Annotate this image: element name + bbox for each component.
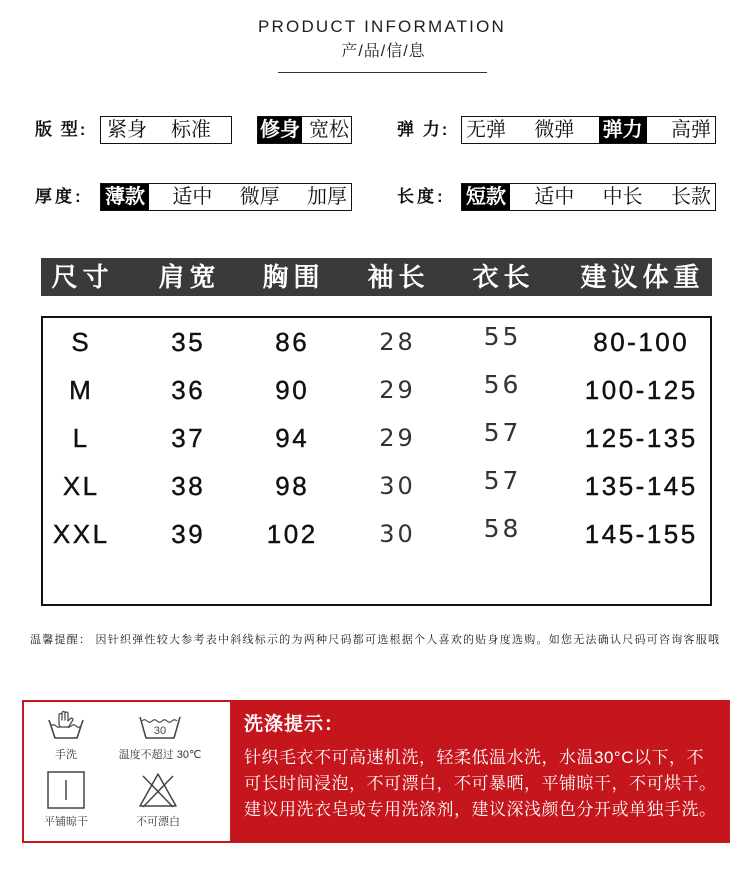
wash-30-icon bbox=[138, 710, 182, 740]
thickness-option-thick: 加厚 bbox=[306, 186, 347, 208]
cell-shoulder: 35 bbox=[171, 327, 206, 357]
length-option-short: 短款 bbox=[462, 184, 510, 210]
cell-shoulder: 38 bbox=[171, 471, 206, 501]
fit-option-loose: 宽松 bbox=[309, 119, 349, 141]
fit-options-group-b bbox=[257, 116, 352, 144]
care-text-line: 针织毛衣不可高速机洗，轻柔低温水洗，水温30°C以下，不 bbox=[244, 748, 704, 767]
cell-length: 58 bbox=[483, 514, 522, 543]
care-item-no-bleach bbox=[116, 771, 200, 829]
length-option-long: 长款 bbox=[670, 186, 711, 208]
title-divider bbox=[278, 72, 487, 73]
header-length: 衣长 bbox=[472, 262, 535, 292]
hand-wash-icon bbox=[46, 710, 86, 740]
cell-size: S bbox=[71, 327, 92, 357]
cell-size: XL bbox=[62, 471, 100, 501]
fit-option-slim: 修身 bbox=[260, 119, 300, 141]
table-row bbox=[41, 318, 710, 366]
thickness-label: 厚度: bbox=[35, 187, 84, 206]
cell-size: XXL bbox=[52, 519, 110, 549]
care-label-temperature: 温度不超过 30℃ bbox=[118, 749, 202, 761]
size-table-header bbox=[41, 258, 712, 296]
cell-shoulder: 39 bbox=[171, 519, 206, 549]
cell-weight: 125-135 bbox=[584, 423, 698, 453]
do-not-bleach-icon bbox=[137, 771, 179, 809]
thickness-option-slightly-thick: 微厚 bbox=[239, 186, 280, 208]
elasticity-option-slight: 微弹 bbox=[534, 119, 575, 141]
length-label: 长度: bbox=[397, 187, 446, 206]
fit-option-tight: 紧身 bbox=[107, 119, 147, 141]
care-text bbox=[244, 745, 717, 823]
cell-chest: 102 bbox=[266, 519, 318, 549]
length-option-medium: 适中 bbox=[534, 186, 575, 208]
table-row bbox=[41, 510, 710, 558]
care-label-hand-wash: 手洗 bbox=[55, 749, 77, 761]
header-shoulder: 肩宽 bbox=[158, 262, 221, 292]
header-chest: 胸围 bbox=[262, 262, 325, 292]
elasticity-options bbox=[461, 116, 716, 144]
fit-options-group-a bbox=[100, 116, 232, 144]
care-item-hand-wash bbox=[24, 710, 108, 762]
cell-length: 57 bbox=[483, 466, 522, 495]
care-text-line: 建议用洗衣皂或专用洗涤剂，建议深浅颜色分开或单独手洗。 bbox=[244, 800, 717, 819]
cell-length: 55 bbox=[483, 322, 522, 351]
title-english: PRODUCT INFORMATION bbox=[258, 17, 506, 36]
header-size: 尺寸 bbox=[51, 262, 114, 292]
dry-flat-icon bbox=[47, 771, 85, 809]
header-sleeve: 袖长 bbox=[367, 262, 430, 292]
elasticity-option-stretch: 弹力 bbox=[599, 117, 647, 143]
cell-sleeve: 28 bbox=[379, 328, 416, 356]
elasticity-option-none: 无弹 bbox=[466, 119, 506, 141]
care-instructions bbox=[22, 700, 730, 843]
cell-shoulder: 37 bbox=[171, 423, 206, 453]
thickness-options bbox=[100, 183, 352, 211]
wash-temp-text: 30 bbox=[153, 725, 167, 737]
table-row bbox=[41, 414, 710, 462]
cell-weight: 135-145 bbox=[584, 471, 698, 501]
care-text-line: 可长时间浸泡，不可漂白，不可暴晒，平铺晾干，不可烘干。 bbox=[244, 774, 717, 793]
cell-chest: 90 bbox=[275, 375, 310, 405]
cell-size: M bbox=[69, 375, 94, 405]
cell-weight: 80-100 bbox=[593, 327, 690, 357]
size-table-body bbox=[41, 316, 712, 606]
care-label-dry-flat: 平铺晾干 bbox=[44, 816, 88, 828]
fit-label: 版 型: bbox=[35, 120, 88, 139]
elasticity-label: 弹 力: bbox=[397, 120, 450, 139]
fit-option-standard: 标准 bbox=[171, 119, 211, 141]
cell-chest: 94 bbox=[275, 423, 310, 453]
cell-weight: 100-125 bbox=[584, 375, 698, 405]
cell-size: L bbox=[72, 423, 90, 453]
cell-chest: 86 bbox=[275, 327, 310, 357]
care-item-wash-30 bbox=[110, 710, 210, 762]
care-item-dry-flat bbox=[24, 771, 108, 829]
table-row bbox=[41, 366, 710, 414]
care-label-no-bleach: 不可漂白 bbox=[136, 816, 180, 828]
cell-sleeve: 30 bbox=[379, 520, 416, 548]
header-weight: 建议体重 bbox=[580, 262, 705, 292]
cell-length: 57 bbox=[483, 418, 522, 447]
size-note: 温馨提醒： 因针织弹性较大参考表中斜线标示的为两种尺码都可选根据个人喜欢的贴身度选购。如您无法确认尺码可咨询客服哦 bbox=[30, 634, 721, 646]
cell-sleeve: 29 bbox=[379, 424, 416, 452]
elasticity-option-high: 高弹 bbox=[670, 119, 711, 141]
care-icons-panel bbox=[24, 702, 230, 841]
cell-sleeve: 30 bbox=[379, 472, 416, 500]
thickness-option-medium: 适中 bbox=[172, 186, 213, 208]
care-title: 洗涤提示： bbox=[244, 714, 345, 735]
cell-weight: 145-155 bbox=[584, 519, 698, 549]
cell-length: 56 bbox=[483, 370, 522, 399]
length-option-mid-long: 中长 bbox=[602, 186, 643, 208]
thickness-option-thin: 薄款 bbox=[101, 184, 149, 210]
table-row bbox=[41, 462, 710, 510]
length-options bbox=[461, 183, 716, 211]
cell-shoulder: 36 bbox=[171, 375, 206, 405]
cell-chest: 98 bbox=[275, 471, 310, 501]
cell-sleeve: 29 bbox=[379, 376, 416, 404]
title-chinese: 产/品/信/息 bbox=[341, 43, 426, 60]
